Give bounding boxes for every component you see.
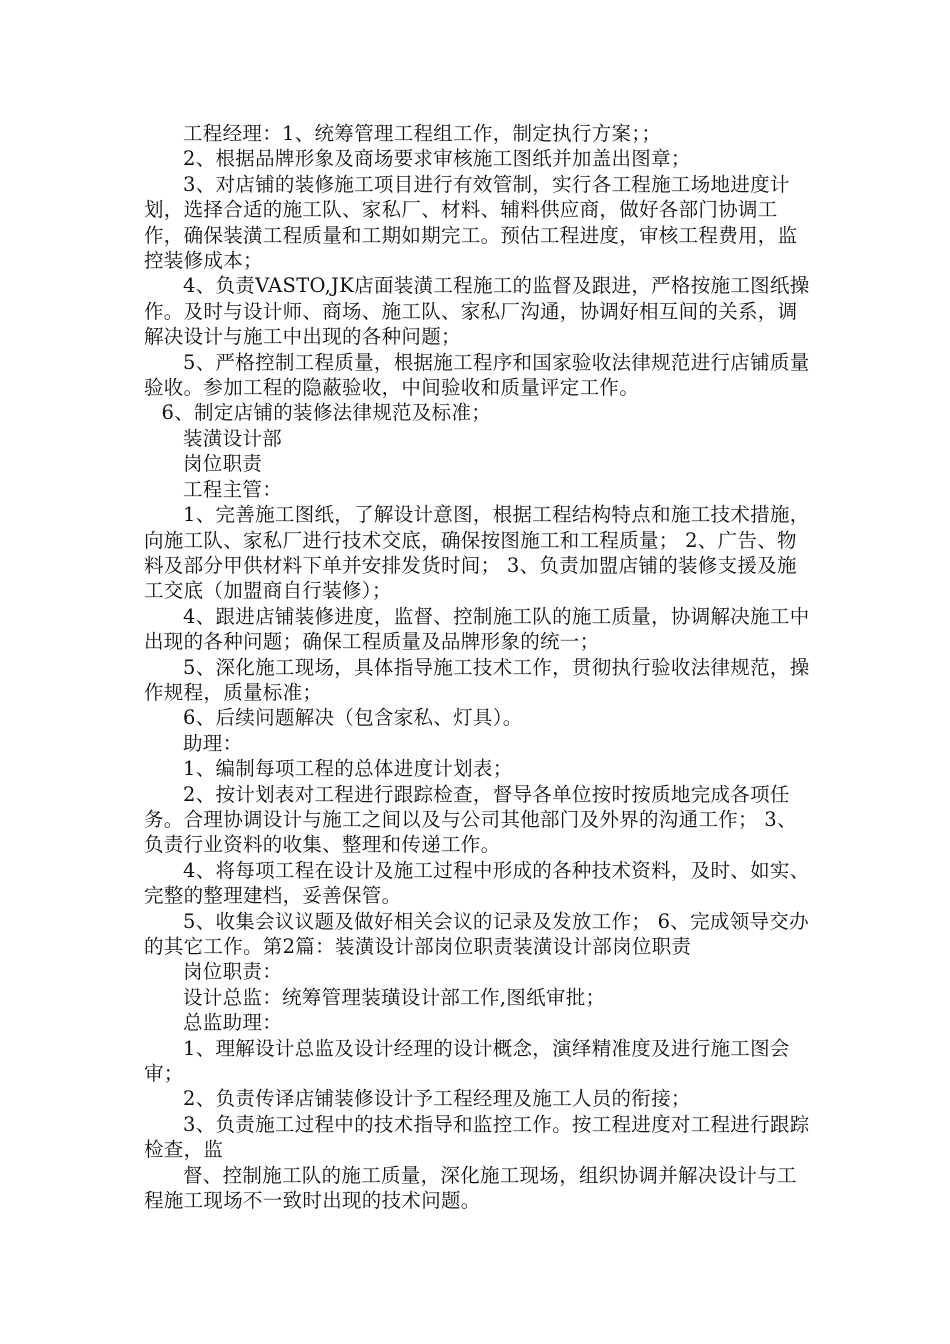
- paragraph-item: 4、负责VASTO,JK店面装潢工程施工的监督及跟进，严格按施工图纸操作。及时与设计师、商场、施工队、家私厂沟通，协调好相互间的关系，调解决设计与施工中出现的各种问题；: [144, 274, 810, 349]
- document-body: [144, 121, 810, 1213]
- paragraph-item: 4、跟进店铺装修进度，监督、控制施工队的施工质量，协调解决施工中出现的各种问题；确保工程质量及品牌形象的统一；: [144, 604, 810, 654]
- paragraph-item: 5、收集会议议题及做好相关会议的记录及发放工作； 6、完成领导交办的其它工作。第2篇：装潢设计部岗位职责装潢设计部岗位职责: [144, 909, 809, 958]
- paragraph-item: 1、理解设计总监及设计经理的设计概念，演绎精准度及进行施工图会审；: [144, 1036, 790, 1086]
- paragraph-item: 6、制定店铺的装修法律规范及标准；: [161, 401, 492, 425]
- paragraph-item: 3、对店铺的装修施工项目进行有效管制，实行各工程施工场地进度计划，选择合适的施工队、家私厂、材料、辅料供应商，做好各部门协调工作，确保装潢工程质量和工期如期完工。预估工程进度，审核工程费用，监控装修成本；: [144, 172, 798, 273]
- section-heading-department: 装潢设计部: [183, 426, 283, 450]
- paragraph-item: 督、控制施工队的施工质量，深化施工现场，组织协调并解决设计与工程施工现场不一致时出现的技术问题。: [144, 1163, 797, 1213]
- role-heading-design-director: 设计总监：统筹管理装璜设计部工作,图纸审批；: [183, 985, 606, 1009]
- paragraph-engineering-manager: 工程经理：1、统筹管理工程组工作，制定执行方案；；: [183, 122, 662, 145]
- section-heading-duties: 岗位职责: [183, 452, 263, 476]
- paragraph-item: 6、后续问题解决（包含家私、灯具）。: [183, 706, 523, 730]
- role-heading-engineering-supervisor: 工程主管：: [183, 477, 283, 501]
- role-heading-director-assistant: 总监助理：: [183, 1011, 283, 1035]
- paragraph-item: 4、将每项工程在设计及施工过程中形成的各种技术资料，及时、如实、完整的整理建档，妥善保管。: [144, 858, 810, 908]
- role-heading-assistant: 助理：: [183, 731, 243, 755]
- paragraph-item: 1、编制每项工程的总体进度计划表；: [183, 757, 513, 781]
- paragraph-item: 2、按计划表对工程进行跟踪检查，督导各单位按时按质地完成各项任务。合理协调设计与施工之间以及与公司其他部门及外界的沟通工作； 3、负责行业资料的收集、整理和传递工作。: [144, 782, 797, 857]
- paragraph-item: 5、深化施工现场，具体指导施工技术工作，贯彻执行验收法律规范，操作规程，质量标准；: [144, 655, 810, 704]
- section-heading-duties: 岗位职责：: [183, 960, 283, 984]
- paragraph-item: 5、严格控制工程质量，根据施工程序和国家验收法律规范进行店铺质量验收。参加工程的隐蔽验收，中间验收和质量评定工作。: [144, 350, 810, 400]
- paragraph-item: 1、完善施工图纸，了解设计意图，根据工程结构特点和施工技术措施，向施工队、家私厂进行技术交底，确保按图施工和工程质量； 2、广告、物料及部分甲供材料下单并安排发货时间； 3、负责加盟店铺的装修支援及施工交底（加盟商自行装修）；: [144, 503, 810, 603]
- paragraph-item: 2、负责传译店铺装修设计予工程经理及施工人员的衔接；: [183, 1087, 691, 1111]
- paragraph-item: 2、根据品牌形象及商场要求审核施工图纸并加盖出图章；: [183, 147, 691, 171]
- paragraph-item: 3、负责施工过程中的技术指导和监控工作。按工程进度对工程进行跟踪检查，监: [144, 1112, 810, 1162]
